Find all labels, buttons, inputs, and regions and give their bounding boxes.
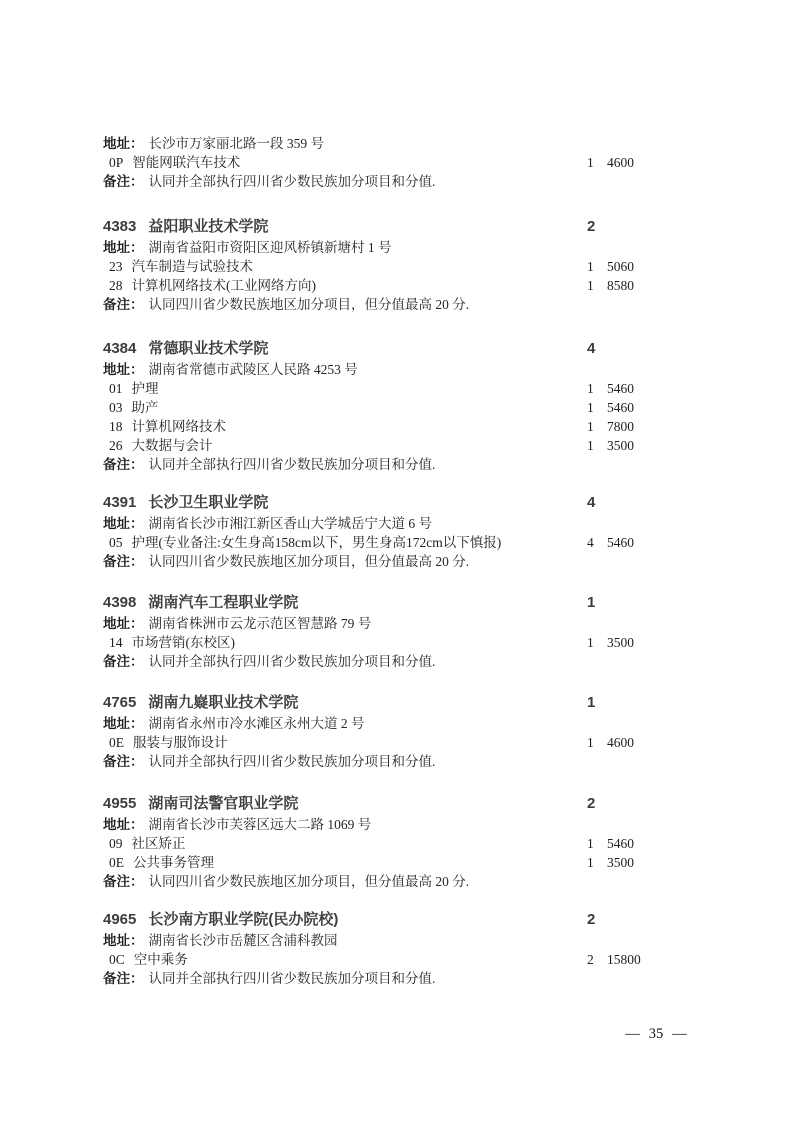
school-code: 4955 (103, 795, 137, 812)
major-count: 1 (587, 400, 594, 415)
school-code: 4965 (103, 911, 137, 928)
school-count: 2 (587, 911, 596, 928)
remark-label: 备注： (103, 554, 144, 569)
remark-label: 备注： (103, 874, 144, 889)
remark-text: 认同并全部执行四川省少数民族加分项目和分值. (148, 654, 436, 669)
major-count: 1 (587, 278, 594, 293)
school-block (103, 216, 663, 314)
major-name: 护理(专业备注:女生身高158cm以下，男生身高172cm以下慎报) (131, 535, 502, 550)
school-header-row (103, 909, 663, 931)
major-row (103, 379, 663, 398)
major-code: 28 (109, 278, 123, 293)
address-row (103, 815, 663, 834)
school-name: 长沙南方职业学院(民办院校) (148, 911, 339, 928)
remark-text: 认同四川省少数民族地区加分项目，但分值最高 20 分. (148, 874, 470, 889)
major-code: 05 (109, 535, 123, 550)
remark-row (103, 552, 663, 571)
major-code: 03 (109, 400, 123, 415)
school-block (103, 492, 663, 571)
major-name: 计算机网络技术 (131, 419, 226, 434)
address-row (103, 134, 663, 153)
school-block (103, 338, 663, 474)
major-count: 1 (587, 735, 594, 750)
major-row (103, 950, 663, 969)
major-row (103, 436, 663, 455)
school-code: 4765 (103, 694, 137, 711)
remark-row (103, 652, 663, 671)
remark-label: 备注： (103, 754, 144, 769)
major-code: 0C (109, 952, 125, 967)
major-count: 1 (587, 635, 594, 650)
major-count: 1 (587, 381, 594, 396)
school-header-row (103, 492, 663, 514)
school-code: 4391 (103, 494, 137, 511)
major-fee: 3500 (607, 438, 634, 453)
major-row (103, 398, 663, 417)
page-number: 35 (648, 1026, 664, 1042)
page-footer (592, 1026, 720, 1043)
address-label: 地址： (103, 933, 144, 948)
major-row (103, 533, 663, 552)
school-name: 湖南汽车工程职业学院 (148, 594, 299, 611)
remark-label: 备注： (103, 297, 144, 312)
remark-text: 认同并全部执行四川省少数民族加分项目和分值. (148, 971, 436, 986)
remark-row (103, 295, 663, 314)
footer-left-dash: — (625, 1026, 640, 1042)
major-name: 智能网联汽车技术 (132, 155, 241, 170)
major-fee: 5460 (607, 400, 634, 415)
address-row (103, 931, 663, 950)
major-name: 大数据与会计 (131, 438, 213, 453)
school-count: 1 (587, 694, 596, 711)
remark-text: 认同并全部执行四川省少数民族加分项目和分值. (148, 457, 436, 472)
major-row (103, 417, 663, 436)
address-row (103, 614, 663, 633)
address-text: 湖南省长沙市湘江新区香山大学城岳宁大道 6 号 (148, 516, 432, 531)
school-header-row (103, 338, 663, 360)
remark-row (103, 172, 663, 191)
major-name: 市场营销(东校区) (131, 635, 235, 650)
school-block (103, 692, 663, 771)
school-block (103, 592, 663, 671)
remark-label: 备注： (103, 971, 144, 986)
school-header-row (103, 216, 663, 238)
school-name: 益阳职业技术学院 (148, 218, 269, 235)
major-code: 0E (109, 855, 124, 870)
major-code: 0P (109, 155, 124, 170)
remark-row (103, 752, 663, 771)
major-count: 1 (587, 438, 594, 453)
major-fee: 5460 (607, 836, 634, 851)
remark-row (103, 872, 663, 891)
address-row (103, 360, 663, 379)
address-text: 湖南省常德市武陵区人民路 4253 号 (148, 362, 358, 377)
major-fee: 15800 (607, 952, 641, 967)
address-label: 地址： (103, 817, 144, 832)
major-name: 汽车制造与试验技术 (131, 259, 253, 274)
major-code: 23 (109, 259, 123, 274)
major-name: 助产 (131, 400, 159, 415)
school-count: 2 (587, 218, 596, 235)
major-row (103, 257, 663, 276)
footer-right-dash: — (672, 1026, 687, 1042)
remark-text: 认同四川省少数民族地区加分项目，但分值最高 20 分. (148, 297, 470, 312)
address-label: 地址： (103, 716, 144, 731)
major-code: 26 (109, 438, 123, 453)
major-fee: 7800 (607, 419, 634, 434)
major-code: 09 (109, 836, 123, 851)
school-block (103, 793, 663, 891)
major-count: 1 (587, 259, 594, 274)
major-row (103, 633, 663, 652)
address-label: 地址： (103, 136, 144, 151)
remark-label: 备注： (103, 174, 144, 189)
remark-text: 认同并全部执行四川省少数民族加分项目和分值. (148, 754, 436, 769)
major-fee: 5060 (607, 259, 634, 274)
major-name: 空中乘务 (133, 952, 188, 967)
major-count: 4 (587, 535, 594, 550)
school-count: 4 (587, 340, 596, 357)
major-fee: 4600 (607, 155, 634, 170)
school-header-row (103, 793, 663, 815)
address-text: 湖南省永州市冷水滩区永州大道 2 号 (148, 716, 365, 731)
remark-row (103, 969, 663, 988)
school-code: 4383 (103, 218, 137, 235)
address-label: 地址： (103, 362, 144, 377)
remark-row (103, 455, 663, 474)
address-row (103, 514, 663, 533)
remark-text: 认同四川省少数民族地区加分项目，但分值最高 20 分. (148, 554, 470, 569)
major-count: 2 (587, 952, 594, 967)
address-label: 地址： (103, 516, 144, 531)
major-row (103, 834, 663, 853)
major-fee: 3500 (607, 635, 634, 650)
major-code: 01 (109, 381, 123, 396)
major-row (103, 276, 663, 295)
major-name: 护理 (131, 381, 159, 396)
major-row (103, 153, 663, 172)
major-fee: 3500 (607, 855, 634, 870)
major-fee: 5460 (607, 381, 634, 396)
school-name: 长沙卫生职业学院 (148, 494, 269, 511)
school-block-continued (103, 134, 663, 191)
school-name: 湖南九嶷职业技术学院 (148, 694, 299, 711)
school-count: 1 (587, 594, 596, 611)
school-count: 4 (587, 494, 596, 511)
major-code: 0E (109, 735, 124, 750)
school-name: 常德职业技术学院 (148, 340, 269, 357)
school-count: 2 (587, 795, 596, 812)
school-code: 4398 (103, 594, 137, 611)
address-text: 长沙市万家丽北路一段 359 号 (148, 136, 324, 151)
remark-label: 备注： (103, 457, 144, 472)
school-header-row (103, 592, 663, 614)
major-name: 公共事务管理 (133, 855, 214, 870)
major-count: 1 (587, 836, 594, 851)
school-name: 湖南司法警官职业学院 (148, 795, 299, 812)
major-fee: 5460 (607, 535, 634, 550)
major-name: 计算机网络技术(工业网络方向) (131, 278, 316, 293)
major-row (103, 733, 663, 752)
major-count: 1 (587, 155, 594, 170)
address-text: 湖南省长沙市岳麓区含浦科教园 (148, 933, 338, 948)
major-fee: 8580 (607, 278, 634, 293)
remark-text: 认同并全部执行四川省少数民族加分项目和分值. (148, 174, 436, 189)
school-code: 4384 (103, 340, 137, 357)
address-text: 湖南省长沙市芙蓉区远大二路 1069 号 (148, 817, 372, 832)
address-label: 地址： (103, 240, 144, 255)
major-name: 社区矫正 (131, 836, 186, 851)
major-count: 1 (587, 419, 594, 434)
major-row (103, 853, 663, 872)
address-text: 湖南省益阳市资阳区迎风桥镇新塘村 1 号 (148, 240, 392, 255)
school-header-row (103, 692, 663, 714)
major-count: 1 (587, 855, 594, 870)
address-label: 地址： (103, 616, 144, 631)
school-block (103, 909, 663, 988)
major-code: 14 (109, 635, 123, 650)
address-row (103, 714, 663, 733)
major-name: 服装与服饰设计 (133, 735, 228, 750)
major-fee: 4600 (607, 735, 634, 750)
address-text: 湖南省株洲市云龙示范区智慧路 79 号 (148, 616, 372, 631)
address-row (103, 238, 663, 257)
major-code: 18 (109, 419, 123, 434)
remark-label: 备注： (103, 654, 144, 669)
